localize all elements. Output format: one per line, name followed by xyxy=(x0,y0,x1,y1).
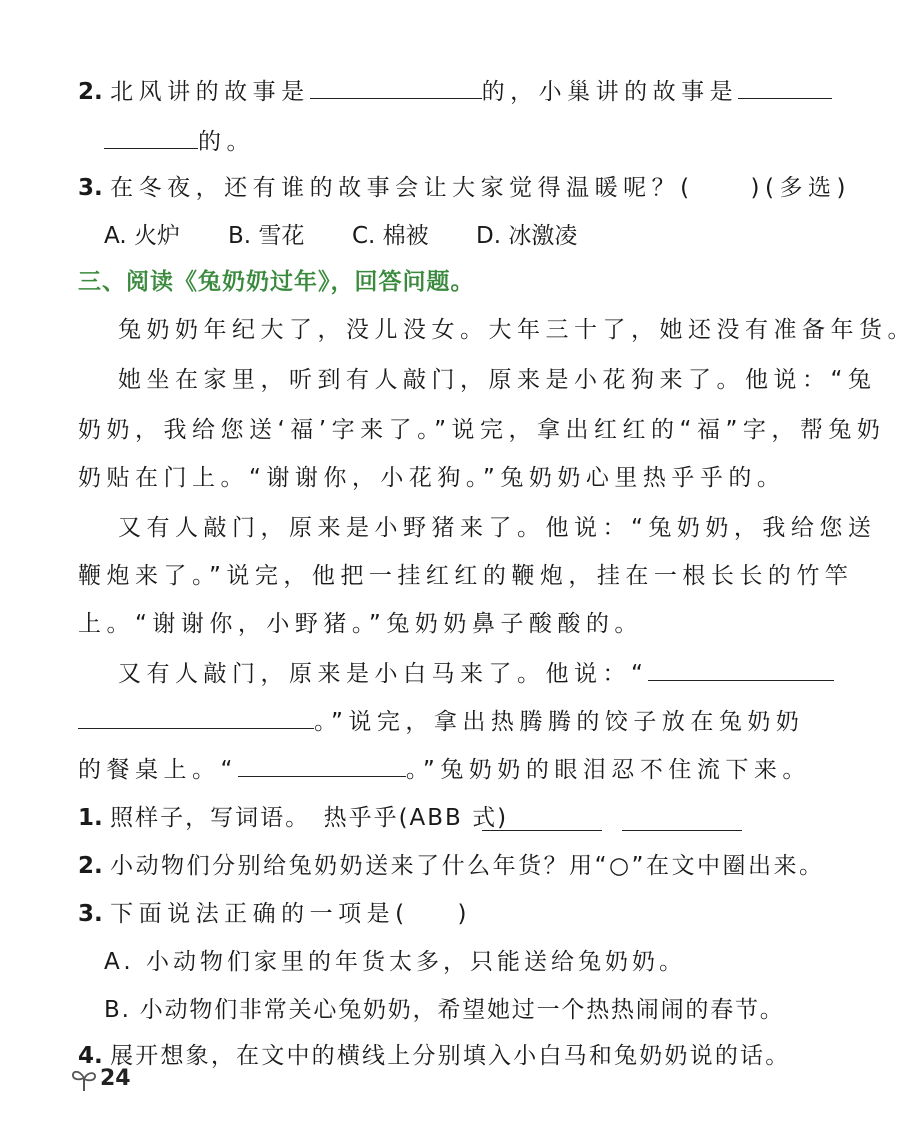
reading-question-4 xyxy=(78,1040,790,1072)
question-text: 照样子，写词语。 热乎乎(ABB 式) xyxy=(110,805,509,831)
question-number: 2. xyxy=(78,79,103,105)
option-b[interactable]: B. 雪花 xyxy=(228,223,305,249)
passage-line: 奶奶，我给您送‘福’字来了。”说完，拿出红红的“福”字，帮兔奶 xyxy=(78,417,886,443)
option-a[interactable]: A. 火炉 xyxy=(104,223,180,249)
page-number: 24 xyxy=(100,1066,131,1091)
option-b[interactable]: B. 小动物们非常关心兔奶奶，希望她过一个热热闹闹的春节。 xyxy=(104,997,785,1023)
question-3 xyxy=(78,172,851,204)
question-text: 在冬夜，还有谁的故事会让大家觉得温暖呢？( xyxy=(110,175,695,201)
question-text: 的，小巢讲的故事是 xyxy=(481,79,739,105)
options-row xyxy=(104,220,606,252)
question-text: )(多选) xyxy=(750,175,851,201)
passage-paragraph-1: 兔奶奶年纪大了，没儿没女。大年三十了，她还没有准备年货。 xyxy=(118,317,916,343)
passage-text: 又有人敲门，原来是小白马来了。他说：“ xyxy=(118,661,649,687)
passage-line: 鞭炮来了。”说完，他把一挂红红的鞭炮，挂在一根长长的竹竿 xyxy=(78,563,854,589)
reading-question-3 xyxy=(78,898,467,930)
question-text: 的。 xyxy=(198,129,255,155)
reading-question-1 xyxy=(78,802,508,834)
answer-blank[interactable] xyxy=(738,74,832,99)
passage-text: 的餐桌上。“ xyxy=(78,757,238,783)
sprout-icon xyxy=(70,1066,98,1098)
passage-text: 。”说完，拿出热腾腾的饺子放在兔奶奶 xyxy=(314,709,805,735)
question-text: 小动物们分别给兔奶奶送来了什么年货？用“○”在文中圈出来。 xyxy=(110,853,825,879)
answer-blank[interactable] xyxy=(482,806,602,831)
question-text: 下面说法正确的一项是( xyxy=(110,901,410,927)
question-number: 1. xyxy=(78,805,103,831)
section-heading: 三、阅读《兔奶奶过年》，回答问题。 xyxy=(78,269,475,295)
passage-line xyxy=(78,704,804,736)
question-text: 展开想象，在文中的横线上分别填入小白马和兔奶奶说的话。 xyxy=(110,1043,791,1069)
passage-paragraph-4 xyxy=(118,656,834,688)
question-text: ) xyxy=(457,901,467,927)
passage-line: 奶贴在门上。“谢谢你，小花狗。”兔奶奶心里热乎乎的。 xyxy=(78,465,786,491)
answer-blank-pony[interactable] xyxy=(648,656,834,681)
question-number: 3. xyxy=(78,175,103,201)
answer-blank-pony[interactable] xyxy=(78,704,314,729)
question-2-line-1 xyxy=(78,74,832,106)
answer-blank[interactable] xyxy=(310,74,482,99)
question-number: 3. xyxy=(78,901,103,927)
answer-blank[interactable] xyxy=(622,806,742,831)
passage-line: 上。“谢谢你，小野猪。”兔奶奶鼻子酸酸的。 xyxy=(78,611,643,637)
reading-question-2 xyxy=(78,850,824,882)
option-d[interactable]: D. 冰激凌 xyxy=(476,223,578,249)
answer-blank-grandma[interactable] xyxy=(238,752,406,777)
option-a[interactable]: A. 小动物们家里的年货太多，只能送给兔奶奶。 xyxy=(104,949,686,975)
passage-paragraph-3: 又有人敲门，原来是小野猪来了。他说：“兔奶奶，我给您送 xyxy=(118,515,877,541)
answer-blank[interactable] xyxy=(104,124,198,149)
passage-paragraph-2: 她坐在家里，听到有人敲门，原来是小花狗来了。他说：“兔 xyxy=(118,367,877,393)
question-number: 2. xyxy=(78,853,103,879)
question-number: 4. xyxy=(78,1043,103,1069)
passage-line xyxy=(78,752,811,784)
option-c[interactable]: C. 棉被 xyxy=(352,223,429,249)
question-2-line-2 xyxy=(104,124,255,156)
passage-text: 。”兔奶奶的眼泪忍不住流下来。 xyxy=(405,757,811,783)
question-text: 北风讲的故事是 xyxy=(110,79,310,105)
